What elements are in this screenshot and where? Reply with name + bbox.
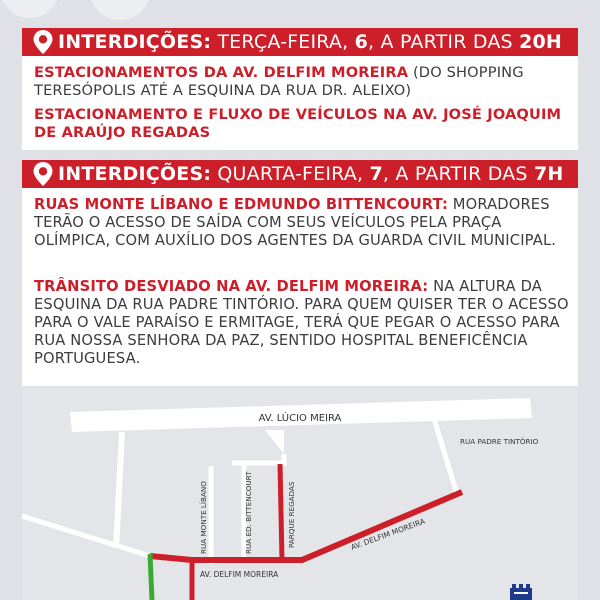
section-tuesday <box>22 28 578 150</box>
av-lucio-meira-label: AV. LÚCIO MEIRA <box>258 413 342 424</box>
parque-regadas-label: PARQUE REGADAS <box>287 481 296 548</box>
tuesday-item-parking: ESTACIONAMENTOS DA AV. DELFIM MOREIRA (DO SHOPPING TERESÓPOLIS ATÉ A ESQUINA DA RUA DR. ALEIXO) <box>34 64 524 99</box>
right-street-to-padre-tintorio <box>432 412 457 494</box>
rua-ed-bittencourt-label: RUA ED. BITTENCOURT <box>244 471 253 554</box>
av-delfim-moreira-label-bottom: AV. DELFIM MOREIRA <box>200 570 279 579</box>
location-pin-icon <box>32 29 54 55</box>
parque-regadas-closed <box>280 464 282 560</box>
green-access-road <box>150 554 152 600</box>
city-emblem-icon <box>510 584 532 600</box>
praca-triangle <box>265 430 284 454</box>
rua-monte-libano-label: RUA MONTE LÍBANO <box>199 481 208 554</box>
wednesday-item-detour: TRÂNSITO DESVIADO NA AV. DELFIM MOREIRA: NA ALTURA DA ESQUINA DA RUA PADRE TINTÓRIO. PARA QUEM QUISER TER O ACESSO PARA O VALE PARAÍSO E ERMITAGE, TERÁ QUE PEGAR O ACESSO PARA RUA NOSSA SENHORA DA PAZ, SENTIDO HOSPITAL BENEFICÊNCIA PORTUGUESA. <box>34 278 569 367</box>
street-map <box>22 388 578 600</box>
section-tuesday-title: INTERDIÇÕES: TERÇA-FEIRA, 6, A PARTIR DAS 20H <box>58 31 563 53</box>
section-tuesday-header <box>22 28 578 56</box>
left-edge-street <box>22 516 150 556</box>
location-pin-icon <box>32 161 54 187</box>
section-wednesday-header <box>22 160 578 188</box>
rua-padre-tintorio-label: RUA PADRE TINTÓRIO <box>460 437 539 446</box>
tuesday-item-traffic: ESTACIONAMENTO E FLUXO DE VEÍCULOS NA AV. JOSÉ JOAQUIM DE ARAÚJO REGADAS <box>34 106 562 141</box>
av-delfim-moreira-label-right: AV. DELFIM MOREIRA <box>349 516 427 552</box>
left-diagonal-street <box>116 432 122 548</box>
section-wednesday <box>22 160 578 386</box>
section-wednesday-title: INTERDIÇÕES: QUARTA-FEIRA, 7, A PARTIR DAS 7H <box>58 163 564 185</box>
wednesday-item-residents: RUAS MONTE LÍBANO E EDMUNDO BITTENCOURT: MORADORES TERÃO O ACESSO DE SAÍDA COM SEUS VEÍCULOS PELA PRAÇA OLÍMPICA, COM AUXÍLIO DOS AGENTES DA GUARDA CIVIL MUNICIPAL. <box>34 196 557 249</box>
